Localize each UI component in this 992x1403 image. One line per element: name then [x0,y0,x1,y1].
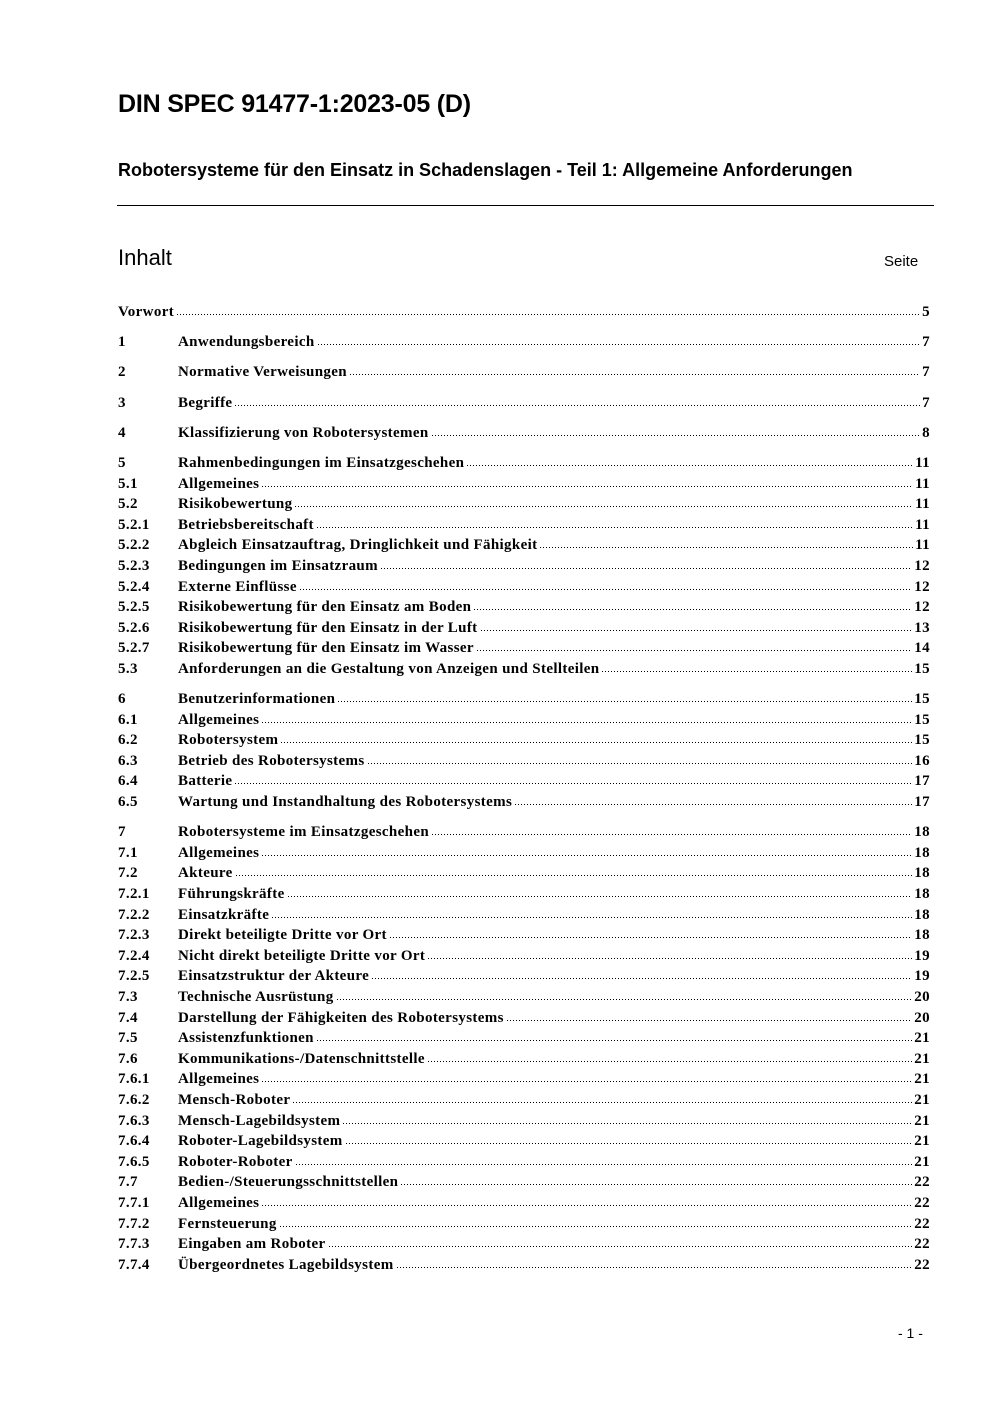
toc-entry-title: Betrieb des Robotersystems [178,752,365,769]
toc-dot-leader [234,393,920,407]
page-number: - 1 - [898,1325,923,1341]
toc-entry-title: Begriffe [178,394,233,411]
toc-entry-title: Risikobewertung [178,496,293,513]
toc-entry-page: 21 [914,1050,930,1067]
page-column-label: Seite [884,253,919,270]
toc-entry-page: 20 [914,988,930,1005]
toc-dot-leader [480,618,913,632]
toc-entry[interactable] [118,494,930,515]
toc-dot-leader [349,362,920,376]
toc-entry[interactable] [118,1131,930,1152]
toc-entry-number: 1 [118,334,126,351]
toc-entry-page: 11 [915,475,930,492]
toc-dot-leader [317,332,921,346]
toc-entry-page: 12 [914,557,930,574]
toc-entry-title: Akteure [178,865,233,882]
toc-entry-number: 6.1 [118,711,138,728]
toc-entry[interactable] [118,925,930,946]
toc-entry-number: 7.2.4 [118,947,150,964]
toc-entry-page: 13 [914,619,930,636]
toc-entry[interactable] [118,1028,930,1049]
toc-entry-page: 11 [915,537,930,554]
toc-dot-leader [261,843,912,857]
toc-dot-leader [316,1028,912,1042]
toc-entry-page: 15 [914,711,930,728]
toc-entry-title: Allgemeines [178,711,260,728]
toc-dot-leader [400,1172,912,1186]
toc-entry-page: 5 [922,304,930,320]
toc-entry-number: 2 [118,364,126,381]
toc-dot-leader [261,710,912,724]
toc-entry-page: 22 [914,1215,930,1232]
toc-entry-number: 5.2.6 [118,619,150,636]
toc-entry-page: 21 [914,1153,930,1170]
toc-entry-number: 6 [118,691,126,708]
toc-entry-title: Abgleich Einsatzauftrag, Dringlichkeit und Fähigkeit [178,537,538,554]
toc-entry[interactable] [118,577,930,598]
toc-dot-leader [476,638,912,652]
toc-entry-title: Vorwort [118,304,175,320]
toc-entry-title: Normative Verweisungen [178,364,347,381]
toc-entry-number: 7.6.3 [118,1112,150,1129]
table-of-contents [118,302,930,1275]
toc-entry[interactable] [118,556,930,577]
toc-entry-title: Benutzerinformationen [178,691,336,708]
toc-entry-number: 7.6.1 [118,1071,150,1088]
toc-entry-number: 5.3 [118,660,138,677]
toc-entry-title: Anforderungen an die Gestaltung von Anzeigen und Stellteilen [178,660,600,677]
toc-dot-leader [299,577,912,591]
toc-entry[interactable] [118,474,930,495]
toc-heading: Inhalt [118,245,172,270]
toc-entry-title: Allgemeines [178,1194,260,1211]
toc-entry-page: 18 [914,927,930,944]
toc-entry-title: Fernsteuerung [178,1215,277,1232]
toc-entry-title: Roboter-Lagebildsystem [178,1133,343,1150]
toc-entry[interactable] [118,689,930,710]
toc-entry-number: 7.2.1 [118,886,150,902]
toc-entry-number: 3 [118,394,126,411]
toc-entry-page: 21 [914,1133,930,1150]
toc-entry-number: 6.4 [118,773,138,790]
toc-entry[interactable] [118,1234,930,1255]
toc-entry-title: Batterie [178,773,233,790]
toc-dot-leader [466,453,913,467]
toc-entry[interactable] [118,1111,930,1132]
toc-dot-leader [279,1214,913,1228]
toc-dot-leader [336,987,913,1001]
toc-entry-number: 6.2 [118,732,138,749]
toc-entry-number: 7.4 [118,1009,138,1026]
toc-entry-page: 22 [914,1174,930,1191]
toc-entry[interactable] [118,730,930,751]
toc-entry-title: Anwendungsbereich [178,334,315,351]
toc-entry[interactable] [118,946,930,967]
toc-entry-title: Wartung und Instandhaltung des Robotersystems [178,794,513,811]
toc-dot-leader [389,925,912,939]
toc-entry-number: 7.7.2 [118,1215,150,1232]
toc-entry-title: Mensch-Roboter [178,1091,291,1108]
toc-entry[interactable] [118,987,930,1008]
toc-entry-title: Allgemeines [178,475,260,492]
toc-dot-leader [601,659,912,673]
toc-dot-leader [514,792,912,806]
toc-dot-leader [295,1152,913,1166]
toc-entry[interactable] [118,638,930,659]
toc-entry-number: 7.2.5 [118,968,150,985]
toc-entry-page: 11 [915,454,930,471]
toc-entry-title: Risikobewertung für den Einsatz im Wasser [178,640,474,657]
toc-dot-leader [431,822,912,836]
toc-entry-page: 19 [914,968,930,985]
toc-entry[interactable] [118,884,930,905]
toc-entry[interactable] [118,1049,930,1070]
toc-entry-page: 15 [914,691,930,708]
toc-entry[interactable] [118,597,930,618]
toc-entry-number: 5.2.3 [118,557,150,574]
toc-entry[interactable] [118,843,930,864]
toc-entry-number: 5.2.2 [118,537,150,554]
toc-entry-page: 7 [922,334,930,351]
toc-entry[interactable] [118,393,930,414]
toc-entry[interactable] [118,863,930,884]
toc-dot-leader [380,556,912,570]
toc-entry-page: 18 [914,844,930,861]
toc-entry-title: Robotersysteme im Einsatzgeschehen [178,824,430,841]
toc-entry-number: 7.6.4 [118,1133,150,1150]
toc-entry-page: 21 [914,1091,930,1108]
toc-dot-leader [539,535,913,549]
toc-dot-leader [261,1069,912,1083]
toc-entry-title: Eingaben am Roboter [178,1236,326,1253]
toc-dot-leader [294,494,913,508]
toc-dot-leader [316,515,913,529]
toc-entry-number: 7.6 [118,1050,138,1067]
toc-entry[interactable] [118,423,930,444]
toc-entry[interactable] [118,1069,930,1090]
toc-entry-number: 7.5 [118,1030,138,1047]
toc-dot-leader [234,771,912,785]
toc-entry[interactable] [118,905,930,926]
toc-entry-title: Direkt beteiligte Dritte vor Ort [178,927,387,944]
toc-entry-number: 7.7.3 [118,1236,150,1253]
toc-entry-page: 21 [914,1112,930,1129]
toc-entry-title: Kommunikations-/Datenschnittstelle [178,1050,425,1067]
toc-entry-page: 15 [914,660,930,677]
toc-entry-page: 11 [915,496,930,513]
document-id: DIN SPEC 91477-1:2023-05 (D) [118,90,471,118]
toc-entry-number: 7.7.1 [118,1194,150,1211]
toc-dot-leader [473,597,912,611]
toc-entry-number: 7.6.2 [118,1091,150,1108]
toc-entry-number: 7.6.5 [118,1153,150,1170]
toc-entry[interactable] [118,1172,930,1193]
toc-entry-title: Einsatzkräfte [178,906,270,923]
toc-entry-number: 5.2.7 [118,640,150,657]
toc-dot-leader [271,905,912,919]
toc-entry-page: 7 [922,394,930,411]
toc-entry[interactable] [118,302,930,323]
toc-entry[interactable] [118,1152,930,1173]
document-title: Robotersysteme für den Einsatz in Schadenslagen - Teil 1: Allgemeine Anforderungen [118,160,853,180]
toc-entry-title: Externe Einflüsse [178,578,297,595]
toc-entry-number: 5 [118,454,126,471]
toc-entry[interactable] [118,771,930,792]
toc-entry-number: 7.1 [118,844,138,861]
toc-entry-number: 7.7 [118,1174,138,1191]
toc-dot-leader [287,884,913,898]
toc-entry-title: Bedingungen im Einsatzraum [178,557,378,574]
toc-dot-leader [261,1193,912,1207]
toc-entry-page: 17 [914,794,930,811]
toc-entry-title: Rahmenbedingungen im Einsatzgeschehen [178,454,465,471]
toc-entry-number: 5.2.4 [118,578,150,595]
toc-entry[interactable] [118,1008,930,1029]
toc-entry-number: 7.2 [118,865,138,882]
toc-entry-page: 12 [914,578,930,595]
toc-entry-page: 18 [914,865,930,882]
toc-entry-page: 22 [914,1194,930,1211]
toc-entry-title: Klassifizierung von Robotersystemen [178,424,429,441]
toc-dot-leader [235,863,913,877]
toc-entry-title: Darstellung der Fähigkeiten des Robotersystems [178,1009,504,1026]
toc-dot-leader [280,730,912,744]
toc-entry-title: Risikobewertung für den Einsatz am Boden [178,599,472,616]
toc-entry[interactable] [118,1193,930,1214]
toc-entry-title: Mensch-Lagebildsystem [178,1112,341,1129]
toc-entry-page: 22 [914,1256,930,1273]
toc-entry-page: 21 [914,1030,930,1047]
toc-entry-number: 6.5 [118,794,138,811]
toc-dot-leader [261,474,913,488]
toc-dot-leader [337,689,912,703]
toc-entry-number: 7 [118,824,126,841]
toc-dot-leader [396,1255,913,1269]
toc-entry-page: 22 [914,1236,930,1253]
toc-entry[interactable] [118,710,930,731]
toc-dot-leader [427,946,912,960]
toc-entry[interactable] [118,751,930,772]
toc-entry-number: 7.2.3 [118,927,150,944]
toc-dot-leader [328,1234,913,1248]
toc-entry-page: 15 [914,732,930,749]
toc-entry[interactable] [118,659,930,680]
toc-entry-number: 7.3 [118,988,138,1005]
toc-entry[interactable] [118,453,930,474]
toc-entry-title: Übergeordnetes Lagebildsystem [178,1256,394,1273]
toc-dot-leader [431,423,921,437]
toc-entry-title: Nicht direkt beteiligte Dritte vor Ort [178,947,426,964]
toc-dot-leader [176,302,920,316]
toc-entry-page: 20 [914,1009,930,1026]
toc-entry-page: 21 [914,1071,930,1088]
toc-entry-title: Assistenzfunktionen [178,1030,314,1047]
toc-entry-number: 5.2.5 [118,599,150,616]
toc-entry[interactable] [118,822,930,843]
toc-entry[interactable] [118,362,930,383]
toc-entry-number: 4 [118,424,126,441]
toc-dot-leader [371,966,912,980]
toc-entry-page: 18 [914,906,930,923]
toc-dot-leader [345,1131,913,1145]
toc-entry-title: Allgemeines [178,844,260,861]
toc-entry-title: Robotersystem [178,732,279,749]
toc-entry-title: Bedien-/Steuerungsschnittstellen [178,1174,399,1191]
title-divider [117,205,934,206]
toc-entry-number: 7.2.2 [118,906,150,923]
toc-dot-leader [367,751,913,765]
toc-entry-page: 14 [914,640,930,657]
toc-entry-page: 17 [914,773,930,790]
toc-entry-page: 7 [922,364,930,381]
toc-entry-number: 5.2.1 [118,516,150,533]
toc-entry-title: Betriebsbereitschaft [178,516,314,533]
toc-entry-page: 16 [914,752,930,769]
toc-entry-page: 18 [914,886,930,902]
toc-entry[interactable] [118,535,930,556]
toc-entry-title: Technische Ausrüstung [178,988,334,1005]
toc-entry-number: 5.1 [118,475,138,492]
toc-entry-title: Einsatzstruktur der Akteure [178,968,370,985]
toc-entry[interactable] [118,1090,930,1111]
toc-entry[interactable] [118,1214,930,1235]
toc-dot-leader [427,1049,912,1063]
toc-entry-number: 6.3 [118,752,138,769]
toc-entry-number: 7.7.4 [118,1256,150,1273]
toc-entry-page: 11 [915,516,930,533]
toc-entry-title: Risikobewertung für den Einsatz in der Luft [178,619,478,636]
toc-entry-title: Roboter-Roboter [178,1153,293,1170]
toc-entry-page: 12 [914,599,930,616]
toc-entry-number: 5.2 [118,496,138,513]
toc-entry[interactable] [118,515,930,536]
toc-entry-page: 8 [922,424,930,441]
toc-entry-page: 19 [914,947,930,964]
toc-entry-title: Führungskräfte [178,886,285,902]
toc-dot-leader [506,1008,912,1022]
toc-entry-page: 18 [914,824,930,841]
toc-entry[interactable] [118,618,930,639]
toc-dot-leader [342,1111,912,1125]
toc-entry[interactable] [118,332,930,353]
toc-entry[interactable] [118,966,930,987]
toc-entry[interactable] [118,792,930,813]
toc-entry[interactable] [118,1255,930,1276]
toc-entry-title: Allgemeines [178,1071,260,1088]
toc-dot-leader [292,1090,912,1104]
